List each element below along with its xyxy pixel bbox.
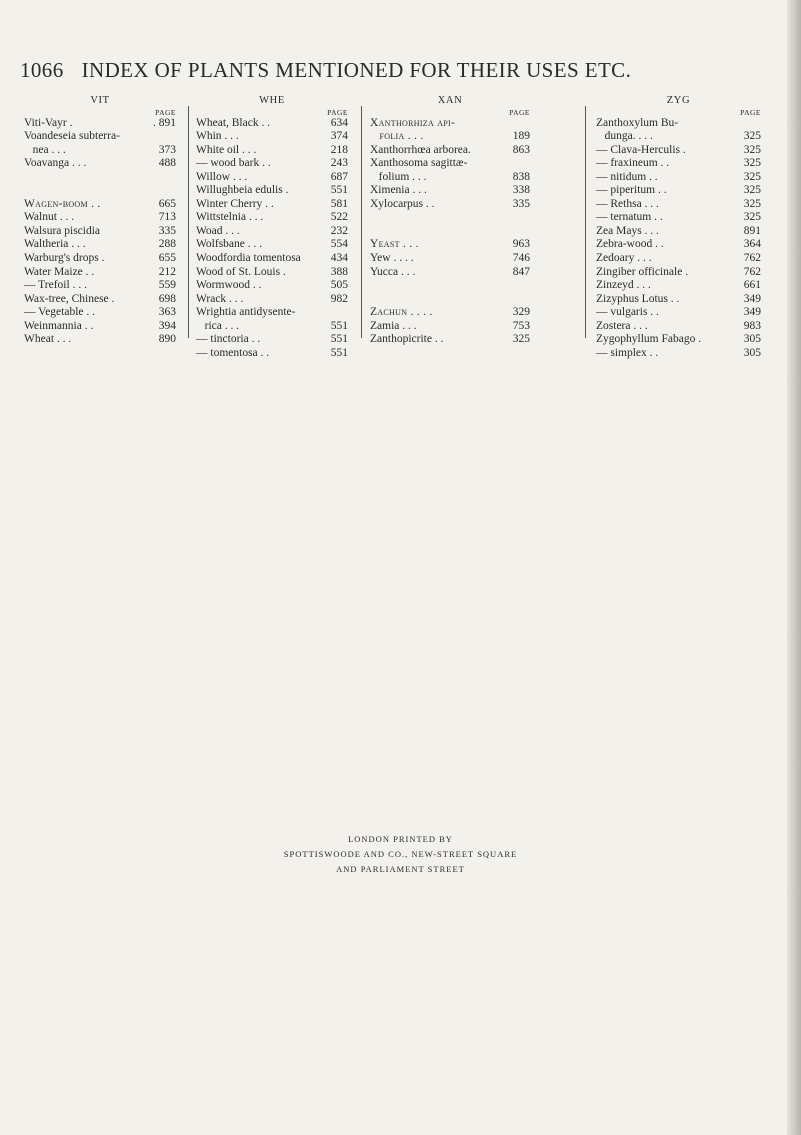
entry-name bbox=[24, 171, 174, 185]
index-column-zyg bbox=[596, 94, 761, 360]
entry-name: Zedoary . . . bbox=[596, 252, 652, 265]
entry-name bbox=[370, 293, 528, 307]
index-entry bbox=[24, 211, 176, 225]
index-column-whe bbox=[196, 94, 348, 360]
page-column-label: PAGE bbox=[155, 107, 176, 117]
entry-page-number bbox=[528, 117, 530, 131]
index-entry bbox=[596, 130, 761, 144]
entry-page-number: 349 bbox=[743, 306, 761, 319]
index-entry bbox=[196, 333, 348, 347]
index-entry bbox=[24, 266, 176, 280]
entry-name: Zachun . . . . bbox=[370, 306, 433, 319]
index-entry bbox=[24, 225, 176, 239]
index-entry bbox=[596, 157, 761, 171]
entry-name: Wittstelnia . . . bbox=[196, 211, 264, 224]
index-entry bbox=[596, 117, 761, 131]
column-title: XAN bbox=[437, 95, 463, 106]
page-edge-shadow bbox=[787, 0, 801, 1135]
index-entry bbox=[370, 320, 530, 334]
entry-page-number: 373 bbox=[158, 143, 176, 156]
index-entry bbox=[370, 293, 530, 307]
entry-name: Wheat, Black . . bbox=[196, 116, 271, 129]
index-entry bbox=[24, 171, 176, 185]
entry-name: Wheat . . . bbox=[24, 333, 72, 346]
entry-page-number: 983 bbox=[743, 319, 761, 332]
entry-name: — simplex . . bbox=[596, 346, 659, 359]
index-entry bbox=[24, 293, 176, 307]
entry-page-number: 329 bbox=[512, 306, 530, 319]
index-entry bbox=[24, 320, 176, 334]
entry-name: Zebra-wood . . bbox=[596, 238, 664, 251]
entry-page-number: 505 bbox=[330, 279, 348, 292]
index-entry bbox=[596, 252, 761, 266]
entry-name: Xanthosoma sagittæ- bbox=[370, 157, 468, 170]
index-column-vit bbox=[24, 94, 176, 347]
entry-page-number: 559 bbox=[158, 279, 176, 292]
entry-page-number: 863 bbox=[512, 143, 530, 156]
index-entry bbox=[370, 157, 530, 171]
entry-name: — Trefoil . . . bbox=[24, 279, 87, 292]
entry-page-number: 434 bbox=[330, 252, 348, 265]
index-entry bbox=[596, 184, 761, 198]
index-entry bbox=[196, 184, 348, 198]
entry-page-number: 212 bbox=[158, 265, 176, 278]
index-entry bbox=[196, 157, 348, 171]
entry-page-number: 394 bbox=[158, 319, 176, 332]
page-column-label: PAGE bbox=[740, 107, 761, 117]
index-entry bbox=[370, 130, 530, 144]
entry-name: Winter Cherry . . bbox=[196, 197, 274, 210]
entry-page-number: 338 bbox=[512, 184, 530, 197]
entry-name: Water Maize . . bbox=[24, 265, 95, 278]
index-entry bbox=[596, 333, 761, 347]
entry-page-number: 325 bbox=[743, 130, 761, 143]
entry-name: dunga. . . . bbox=[596, 130, 653, 143]
entry-page-number: 551 bbox=[330, 346, 348, 359]
entry-name: Zingiber officinale . bbox=[596, 265, 689, 278]
entry-name: Xylocarpus . . bbox=[370, 197, 435, 210]
index-entry bbox=[196, 306, 348, 320]
entry-name: Ximenia . . . bbox=[370, 184, 427, 197]
entry-name: Zamia . . . bbox=[370, 319, 417, 332]
index-entry bbox=[370, 144, 530, 158]
entry-page-number: 713 bbox=[158, 211, 176, 224]
index-entry bbox=[596, 225, 761, 239]
entry-name: Wagen-boom . . bbox=[24, 197, 101, 210]
imprint-line-1: LONDON PRINTED BY bbox=[348, 834, 453, 844]
entry-page-number: 551 bbox=[330, 333, 348, 346]
entry-page-number bbox=[174, 171, 176, 185]
entry-page-number: 349 bbox=[743, 292, 761, 305]
entry-name: — wood bark . . bbox=[196, 157, 271, 170]
index-entry bbox=[24, 198, 176, 212]
entry-name: Weinmannia . . bbox=[24, 319, 94, 332]
entry-page-number: 963 bbox=[512, 238, 530, 251]
entry-page-number: 325 bbox=[743, 157, 761, 170]
entry-name: — Vegetable . . bbox=[24, 306, 96, 319]
entry-name: Woad . . . bbox=[196, 224, 240, 237]
entry-name: Zizyphus Lotus . . bbox=[596, 292, 680, 305]
index-entry bbox=[596, 347, 761, 361]
entry-name: — Rethsa . . . bbox=[596, 197, 659, 210]
index-entry bbox=[24, 144, 176, 158]
entry-name: Zygophyllum Fabago . bbox=[596, 333, 702, 346]
entry-page-number: 634 bbox=[330, 116, 348, 129]
entry-page-number: 762 bbox=[743, 265, 761, 278]
entry-name: Wormwood . . bbox=[196, 279, 262, 292]
index-entry bbox=[370, 279, 530, 293]
index-entry bbox=[196, 171, 348, 185]
index-entry bbox=[196, 293, 348, 307]
index-entry bbox=[370, 333, 530, 347]
index-entry bbox=[596, 144, 761, 158]
index-entry bbox=[370, 184, 530, 198]
index-entry bbox=[370, 266, 530, 280]
entry-page-number: 581 bbox=[330, 197, 348, 210]
entry-name: Woodfordia tomentosa bbox=[196, 252, 301, 265]
index-entry bbox=[196, 117, 348, 131]
entry-page-number: 762 bbox=[743, 252, 761, 265]
index-entry bbox=[596, 198, 761, 212]
entry-page-number: 661 bbox=[743, 279, 761, 292]
entry-name: Wood of St. Louis . bbox=[196, 265, 286, 278]
entry-page-number: 838 bbox=[512, 170, 530, 183]
entry-page-number: 551 bbox=[330, 319, 348, 332]
page-title: INDEX OF PLANTS MENTIONED FOR THEIR USES ETC. bbox=[81, 58, 632, 82]
entry-page-number: 982 bbox=[330, 292, 348, 305]
entry-page-number: 698 bbox=[158, 292, 176, 305]
entry-page-number: 325 bbox=[743, 170, 761, 183]
index-entry bbox=[196, 225, 348, 239]
entry-name: Voavanga . . . bbox=[24, 157, 87, 170]
entry-name: nea . . . bbox=[24, 143, 66, 156]
entry-page-number bbox=[346, 306, 348, 320]
entry-name: Whin . . . bbox=[196, 130, 239, 143]
entry-name: Zanthopicrite . . bbox=[370, 333, 444, 346]
index-entry bbox=[24, 238, 176, 252]
index-entry bbox=[596, 320, 761, 334]
index-entry bbox=[370, 238, 530, 252]
index-entry bbox=[596, 306, 761, 320]
index-entry bbox=[196, 211, 348, 225]
entry-page-number bbox=[528, 293, 530, 307]
index-entry bbox=[596, 293, 761, 307]
index-entry bbox=[596, 211, 761, 225]
page-column-label: PAGE bbox=[327, 107, 348, 117]
entry-page-number: 554 bbox=[330, 238, 348, 251]
index-entry bbox=[24, 252, 176, 266]
entry-page-number bbox=[174, 130, 176, 144]
entry-page-number bbox=[174, 184, 176, 198]
index-entry bbox=[196, 347, 348, 361]
entry-name: Xanthorhiza api- bbox=[370, 116, 456, 129]
entry-name bbox=[24, 184, 174, 198]
entry-page-number: 325 bbox=[743, 184, 761, 197]
index-entry bbox=[596, 266, 761, 280]
column-title: WHE bbox=[259, 95, 285, 106]
entry-page-number: 374 bbox=[330, 130, 348, 143]
entry-name: Yeast . . . bbox=[370, 238, 419, 251]
entry-page-number bbox=[528, 225, 530, 239]
entry-name: folium . . . bbox=[370, 170, 427, 183]
entry-name: Wolfsbane . . . bbox=[196, 238, 263, 251]
entry-page-number bbox=[759, 117, 761, 131]
index-entry bbox=[370, 198, 530, 212]
entry-name: — ternatum . . bbox=[596, 211, 663, 224]
index-entry bbox=[196, 252, 348, 266]
entry-name: — vulgaris . . bbox=[596, 306, 659, 319]
entry-name: Wrightia antidysente- bbox=[196, 306, 296, 319]
entry-name: Viti-Vayr . bbox=[24, 116, 73, 129]
entry-page-number: 335 bbox=[512, 197, 530, 210]
entry-page-number: 655 bbox=[158, 252, 176, 265]
entry-page-number: 488 bbox=[158, 157, 176, 170]
entry-name: Xanthorrhœa arborea. bbox=[370, 143, 471, 156]
entry-name: — piperitum . . bbox=[596, 184, 667, 197]
column-divider bbox=[361, 106, 362, 338]
index-entry bbox=[196, 130, 348, 144]
entry-name: Willughbeia edulis . bbox=[196, 184, 289, 197]
entry-page-number: 890 bbox=[158, 333, 176, 346]
index-entry bbox=[596, 279, 761, 293]
entry-name: rica . . . bbox=[196, 319, 240, 332]
entry-name: Yew . . . . bbox=[370, 252, 414, 265]
entry-name: folia . . . bbox=[370, 130, 424, 143]
index-entry bbox=[370, 306, 530, 320]
imprint-line-2: SPOTTISWOODE AND CO., NEW-STREET SQUARE bbox=[283, 849, 518, 859]
page-column-label: PAGE bbox=[509, 107, 530, 117]
entry-name bbox=[370, 225, 528, 239]
entry-name: — Clava-Herculis . bbox=[596, 143, 686, 156]
entry-page-number bbox=[528, 157, 530, 171]
imprint bbox=[0, 832, 801, 877]
index-entry bbox=[196, 238, 348, 252]
page-number: 1066 bbox=[20, 58, 64, 82]
entry-page-number bbox=[528, 279, 530, 293]
index-entry bbox=[370, 252, 530, 266]
entry-page-number: 305 bbox=[743, 346, 761, 359]
index-entry bbox=[196, 198, 348, 212]
entry-page-number: 687 bbox=[330, 170, 348, 183]
index-entry bbox=[370, 211, 530, 225]
entry-page-number: 288 bbox=[158, 238, 176, 251]
index-entry bbox=[24, 333, 176, 347]
index-entry bbox=[370, 171, 530, 185]
entry-page-number: 522 bbox=[330, 211, 348, 224]
entry-name: — fraxineum . . bbox=[596, 157, 670, 170]
entry-page-number: 388 bbox=[330, 265, 348, 278]
entry-name: Zinzeyd . . . bbox=[596, 279, 651, 292]
column-divider bbox=[585, 106, 586, 338]
entry-name: — tomentosa . . bbox=[196, 346, 270, 359]
entry-name: Wax-tree, Chinese . bbox=[24, 292, 115, 305]
entry-name: Waltheria . . . bbox=[24, 238, 86, 251]
entry-name: Walnut . . . bbox=[24, 211, 75, 224]
index-entry bbox=[24, 306, 176, 320]
entry-page-number: 325 bbox=[743, 211, 761, 224]
entry-page-number: 243 bbox=[330, 157, 348, 170]
entry-page-number: 364 bbox=[743, 238, 761, 251]
entry-name: White oil . . . bbox=[196, 143, 257, 156]
entry-page-number: 753 bbox=[512, 319, 530, 332]
entry-name: Yucca . . . bbox=[370, 265, 416, 278]
imprint-line-3: AND PARLIAMENT STREET bbox=[336, 864, 465, 874]
entry-page-number: 189 bbox=[512, 130, 530, 143]
entry-name: Walsura piscidia bbox=[24, 224, 101, 237]
entry-name: Wrack . . . bbox=[196, 292, 244, 305]
entry-page-number: 325 bbox=[743, 197, 761, 210]
entry-page-number: 847 bbox=[512, 265, 530, 278]
page-header bbox=[20, 58, 780, 83]
column-divider bbox=[188, 106, 189, 338]
index-entry bbox=[196, 320, 348, 334]
entry-name: Zostera . . . bbox=[596, 319, 648, 332]
entry-page-number: . 891 bbox=[153, 116, 176, 129]
entry-page-number: 325 bbox=[512, 333, 530, 346]
entry-name: — nitidum . . bbox=[596, 170, 658, 183]
column-title: ZYG bbox=[666, 95, 691, 106]
entry-page-number: 746 bbox=[512, 252, 530, 265]
entry-page-number: 551 bbox=[330, 184, 348, 197]
entry-name: Voandeseia subterra- bbox=[24, 130, 120, 143]
entry-page-number: 335 bbox=[158, 224, 176, 237]
index-entry bbox=[196, 279, 348, 293]
entry-name: — tinctoria . . bbox=[196, 333, 261, 346]
index-entry bbox=[596, 171, 761, 185]
index-column-xan bbox=[370, 94, 530, 347]
entry-page-number: 665 bbox=[158, 197, 176, 210]
index-entry bbox=[24, 184, 176, 198]
entry-page-number: 305 bbox=[743, 333, 761, 346]
entry-name: Zea Mays . . . bbox=[596, 224, 659, 237]
column-title: VIT bbox=[90, 95, 110, 106]
index-entry bbox=[196, 266, 348, 280]
entry-name: Zanthoxylum Bu- bbox=[596, 116, 679, 129]
index-entry bbox=[370, 117, 530, 131]
index-entry bbox=[24, 279, 176, 293]
entry-name: Warburg's drops . bbox=[24, 252, 105, 265]
entry-page-number: 218 bbox=[330, 143, 348, 156]
entry-name: Willow . . . bbox=[196, 170, 248, 183]
entry-name bbox=[370, 211, 528, 225]
entry-page-number: 363 bbox=[158, 306, 176, 319]
entry-name bbox=[370, 279, 528, 293]
index-entry bbox=[24, 117, 176, 131]
index-entry bbox=[370, 225, 530, 239]
index-entry bbox=[24, 130, 176, 144]
entry-page-number: 325 bbox=[743, 143, 761, 156]
entry-page-number: 232 bbox=[330, 224, 348, 237]
index-entry bbox=[596, 238, 761, 252]
entry-page-number bbox=[528, 211, 530, 225]
entry-page-number: 891 bbox=[743, 224, 761, 237]
index-entry bbox=[24, 157, 176, 171]
index-entry bbox=[196, 144, 348, 158]
